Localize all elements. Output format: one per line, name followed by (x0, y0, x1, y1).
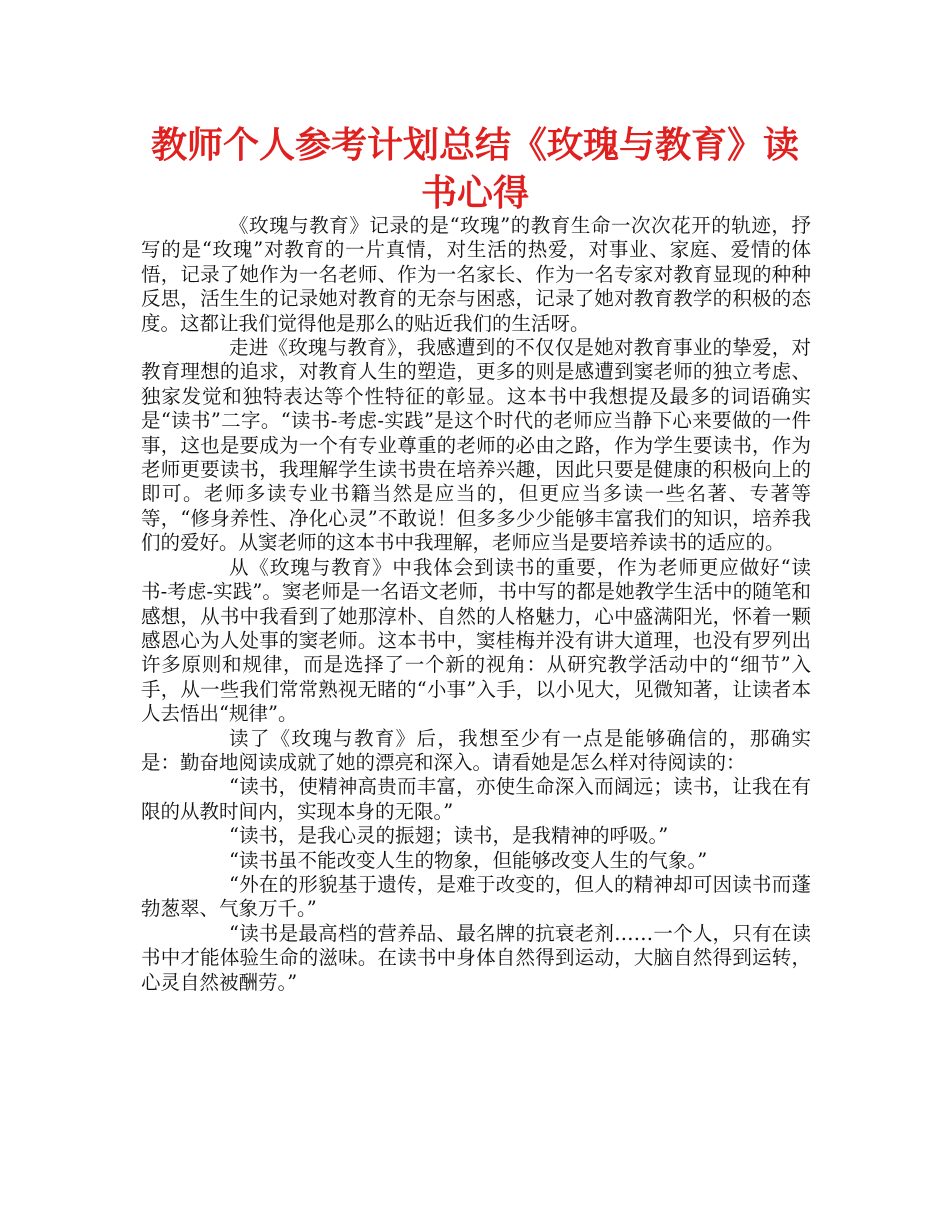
quote-5: “读书是最高档的营养品、最名牌的抗衰老剂……一个人，只有在读书中才能体验生命的滋味。在读书中身体自然得到运动，大脑自然得到运转，心灵自然被酬劳。” (141, 921, 811, 994)
paragraph-3: 从《玫瑰与教育》中我体会到读书的重要，作为老师更应做好“读书-考虑-实践”。窦老师是一名语文老师，书中写的都是她教学生活中的随笔和感想，从书中我看到了她那淳朴、自然的人格魅力，心中盛满阳光，怀着一颗感恩心为人处事的窦老师。这本书中，窦桂梅并没有讲大道理，也没有罗列出许多原则和规律，而是选择了一个新的视角：从研究教学活动中的“细节”入手，从一些我们常常熟视无睹的“小事”入手，以小见大，见微知著，让读者本人去悟出“规律”。 (141, 555, 811, 726)
quote-2: “读书，是我心灵的振翅；读书，是我精神的呼吸。” (229, 824, 669, 848)
document-body (141, 214, 811, 995)
document-title: 教师个人参考计划总结《玫瑰与教育》读书心得 (150, 125, 799, 214)
quote-4: “外在的形貌基于遗传，是难于改变的，但人的精神却可因读书而蓬勃葱翠、气象万千。” (141, 872, 811, 921)
paragraph-1: 《玫瑰与教育》记录的是“玫瑰”的教育生命一次次花开的轨迹，抒写的是“玫瑰”对教育的一片真情，对生活的热爱，对事业、家庭、爱情的体悟，记录了她作为一名老师、作为一名家长、作为一名专家对教育显现的种种反思，活生生的记录她对教育的无奈与困惑，记录了她对教育教学的积极的态度。这都让我们觉得他是那么的贴近我们的生活呀。 (141, 214, 811, 335)
quote-3: “读书虽不能改变人生的物象，但能够改变人生的气象。” (229, 848, 708, 872)
paragraph-4: 读了《玫瑰与教育》后，我想至少有一点是能够确信的，那确实是：勤奋地阅读成就了她的漂亮和深入。请看她是怎么样对待阅读的： (141, 726, 811, 774)
paragraph-2: 走进《玫瑰与教育》，我感遭到的不仅仅是她对教育事业的挚爱，对教育理想的追求，对教育人生的塑造，更多的则是感遭到窦老师的独立考虑、独家发觉和独特表达等个性特征的彰显。这本书中我想提及最多的词语确实是“读书”二字。“读书-考虑-实践”是这个时代的老师应当静下心来要做的一件事，这也是要成为一个有专业尊重的老师的必由之路，作为学生要读书，作为老师更要读书，我理解学生读书贵在培养兴趣，因此只要是健康的积极向上的即可。老师多读专业书籍当然是应当的，但更应当多读一些名著、专著等等，“修身养性、净化心灵”不敢说！但多多少少能够丰富我们的知识，培养我们的爱好。从窦老师的这本书中我理解，老师应当是要培养读书的适应的。 (141, 336, 811, 555)
quote-1: “读书，使精神高贵而丰富，亦使生命深入而阔远；读书，让我在有限的从教时间内，实现本身的无限。” (141, 775, 811, 823)
